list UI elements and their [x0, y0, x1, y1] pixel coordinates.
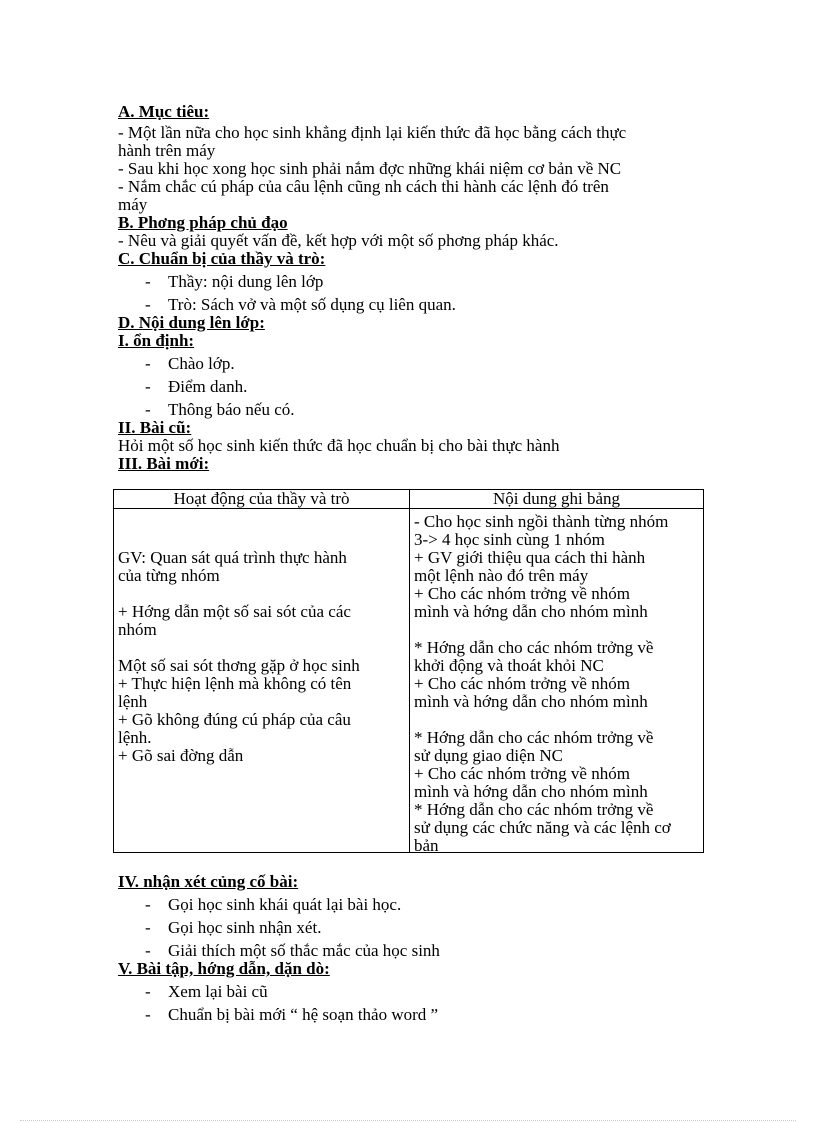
section-d-title: D. Nội dung lên lớp: — [118, 313, 265, 332]
cell-line: bản — [414, 836, 439, 855]
bullet-dash: - — [145, 982, 151, 1001]
bullet-dash: - — [145, 1005, 151, 1024]
section-i-bullet: Điểm danh. — [168, 377, 248, 396]
cell-line: + Thực hiện lệnh mà không có tên — [118, 674, 352, 693]
cell-line: GV: Quan sát quá trình thực hành — [118, 548, 347, 567]
page-bottom-rule — [20, 1120, 796, 1121]
section-c-title: C. Chuẩn bị của thầy và trò: — [118, 249, 326, 268]
cell-line: + Cho các nhóm trởng về nhóm — [414, 764, 630, 783]
cell-line: khởi động và thoát khỏi NC — [414, 656, 604, 675]
cell-line: + Cho các nhóm trởng về nhóm — [414, 674, 630, 693]
section-b-line: - Nêu và giải quyết vấn đề, kết hợp với một số phơng pháp khác. — [118, 231, 559, 250]
table-row — [114, 509, 704, 853]
section-v-bullet: Xem lại bài cũ — [168, 982, 268, 1001]
section-v-title: V. Bài tập, hớng dẫn, dặn dò: — [118, 959, 330, 978]
cell-line: * Hớng dẫn cho các nhóm trởng về — [414, 728, 654, 747]
section-iii-title: III. Bài mới: — [118, 454, 210, 473]
lesson-table — [113, 489, 704, 853]
section-i-bullet: Thông báo nếu có. — [168, 400, 295, 419]
cell-line: + Cho các nhóm trởng về nhóm — [414, 584, 630, 603]
cell-line: + Hớng dẫn một số sai sót của các — [118, 602, 351, 621]
cell-line: - Cho học sinh ngồi thành từng nhóm — [414, 512, 669, 531]
section-iv-bullet: Giải thích một số thắc mắc của học sinh — [168, 941, 440, 960]
cell-line: * Hớng dẫn cho các nhóm trởng về — [414, 800, 654, 819]
table-cell-activity — [114, 509, 410, 853]
section-ii-line: Hỏi một số học sinh kiến thức đã học chuẩn bị cho bài thực hành — [118, 436, 560, 455]
cell-line: + Gõ không đúng cú pháp của câu — [118, 710, 351, 729]
bullet-dash: - — [145, 918, 151, 937]
table-header-content: Nội dung ghi bảng — [410, 490, 704, 509]
cell-line: + Gõ sai đờng dẫn — [118, 746, 244, 765]
cell-line: mình và hớng dẫn cho nhóm mình — [414, 782, 648, 801]
bullet-dash: - — [145, 895, 151, 914]
table-cell-content — [410, 509, 704, 853]
bullet-dash: - — [145, 272, 151, 291]
section-a-line: - Một lần nữa cho học sinh khẳng định lại kiến thức đã học bằng cách thực — [118, 123, 627, 142]
cell-line: mình và hớng dẫn cho nhóm mình — [414, 692, 648, 711]
section-ii-title: II. Bài cũ: — [118, 418, 192, 437]
cell-line: nhóm — [118, 620, 157, 639]
cell-line: + GV giới thiệu qua cách thi hành — [414, 548, 646, 567]
cell-line: một lệnh nào đó trên máy — [414, 566, 589, 585]
section-a-line: - Nắm chắc cú pháp của câu lệnh cũng nh cách thi hành các lệnh đó trên — [118, 177, 609, 196]
cell-line: Một số sai sót thơng gặp ở học sinh — [118, 656, 360, 675]
cell-line: * Hớng dẫn cho các nhóm trởng về — [414, 638, 654, 657]
bullet-dash: - — [145, 377, 151, 396]
bullet-dash: - — [145, 941, 151, 960]
section-b-title: B. Phơng pháp chủ đạo — [118, 213, 288, 232]
section-c-bullet: Trò: Sách vở và một số dụng cụ liên quan. — [168, 295, 456, 314]
cell-line: 3-> 4 học sinh cùng 1 nhóm — [414, 530, 605, 549]
table-header-activity: Hoạt động của thầy và trò — [114, 490, 410, 509]
section-iv-title: IV. nhận xét củng cố bài: — [118, 872, 299, 891]
cell-line: của từng nhóm — [118, 566, 220, 585]
cell-line: sử dụng các chức năng và các lệnh cơ — [414, 818, 671, 837]
cell-line: lệnh. — [118, 728, 152, 747]
bullet-dash: - — [145, 400, 151, 419]
section-a-line: hành trên máy — [118, 141, 216, 160]
section-a-title: A. Mục tiêu: — [118, 102, 210, 121]
cell-line: lệnh — [118, 692, 148, 711]
section-a-line: - Sau khi học xong học sinh phải nắm đợc những khái niệm cơ bản về NC — [118, 159, 622, 178]
section-i-title: I. ổn định: — [118, 331, 195, 350]
section-iv-bullet: Gọi học sinh nhận xét. — [168, 918, 322, 937]
cell-line: mình và hớng dẫn cho nhóm mình — [414, 602, 648, 621]
section-iv-bullet: Gọi học sinh khái quát lại bài học. — [168, 895, 402, 914]
bullet-dash: - — [145, 295, 151, 314]
cell-line: sử dụng giao diện NC — [414, 746, 563, 765]
section-v-bullet: Chuẩn bị bài mới “ hệ soạn thảo word ” — [168, 1005, 439, 1024]
section-c-bullet: Thầy: nội dung lên lớp — [168, 272, 324, 291]
section-a-line: máy — [118, 195, 148, 214]
bullet-dash: - — [145, 354, 151, 373]
section-i-bullet: Chào lớp. — [168, 354, 235, 373]
table-header-row — [114, 490, 704, 509]
